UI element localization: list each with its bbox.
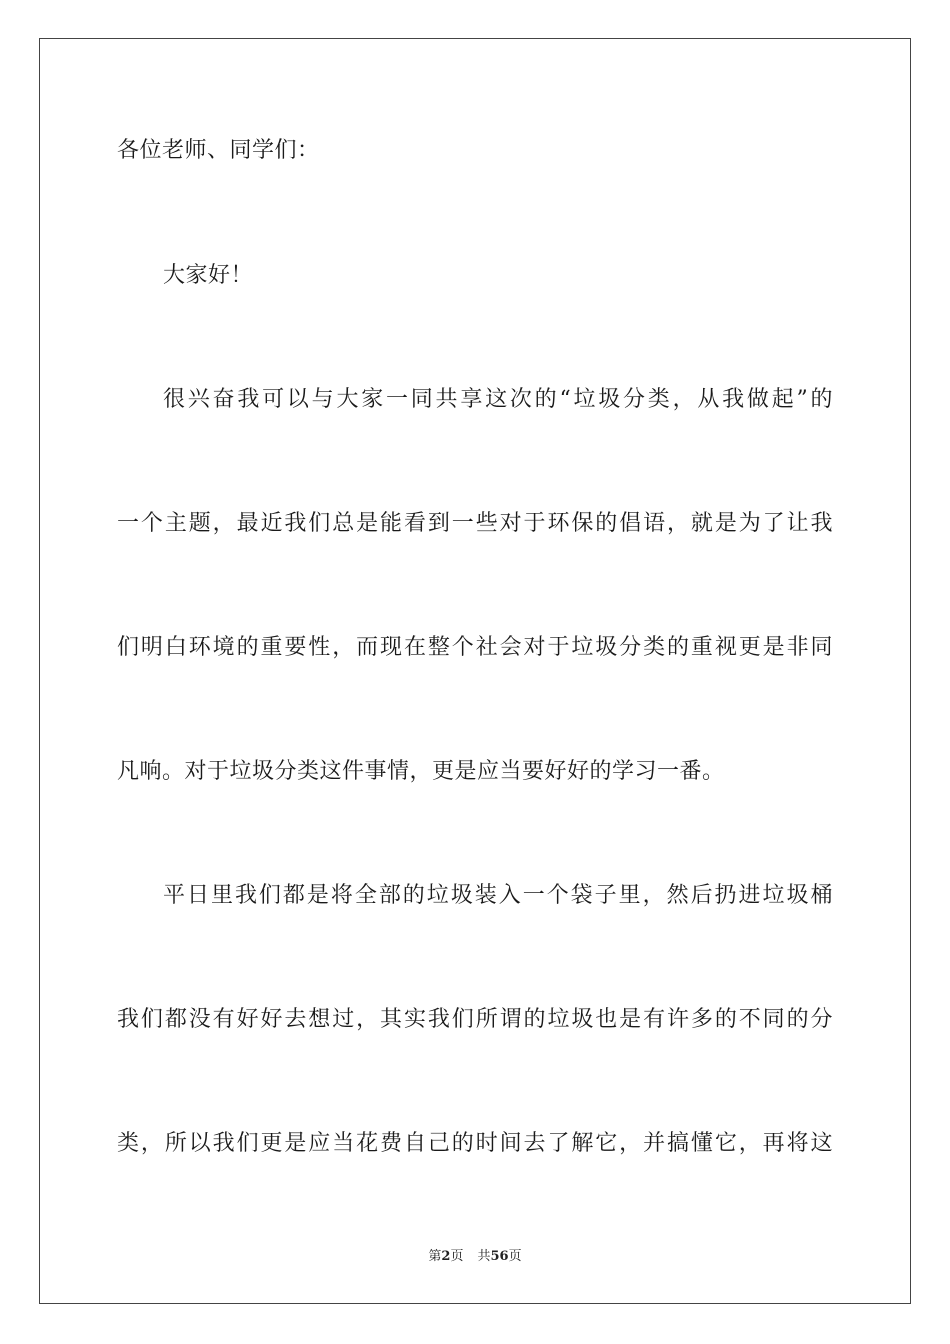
paragraph-1-line-1: 很兴奋我可以与大家一同共享这次的“垃圾分类，从我做起”的 (163, 387, 833, 412)
page-footer (0, 1248, 950, 1266)
page-border (39, 38, 911, 1304)
paragraph-2-line-1: 平日里我们都是将全部的垃圾装入一个袋子里，然后扔进垃圾桶 (163, 883, 833, 908)
paragraph-1-line-4: 凡响。对于垃圾分类这件事情，更是应当要好好的学习一番。 (117, 759, 725, 784)
total-pages: 56 (490, 1249, 509, 1264)
paragraph-2-line-2: 我们都没有好好去想过，其实我们所谓的垃圾也是有许多的不同的分 (117, 1007, 833, 1032)
paragraph-1-line-2: 一个主题，最近我们总是能看到一些对于环保的倡语，就是为了让我 (117, 511, 833, 536)
page-number: 2 (441, 1249, 451, 1264)
total-pages-indicator (477, 1249, 521, 1264)
total-prefix: 共 (477, 1249, 491, 1264)
page-suffix: 页 (450, 1249, 464, 1264)
total-suffix: 页 (508, 1249, 522, 1264)
paragraph-2-line-3: 类，所以我们更是应当花费自己的时间去了解它，并搞懂它，再将这 (117, 1131, 833, 1156)
page-indicator (428, 1249, 463, 1264)
salutation-line: 各位老师、同学们： (117, 138, 320, 163)
greeting-line: 大家好！ (163, 263, 254, 288)
paragraph-1-line-3: 们明白环境的重要性，而现在整个社会对于垃圾分类的重视更是非同 (117, 635, 833, 660)
page-prefix: 第 (428, 1249, 442, 1264)
